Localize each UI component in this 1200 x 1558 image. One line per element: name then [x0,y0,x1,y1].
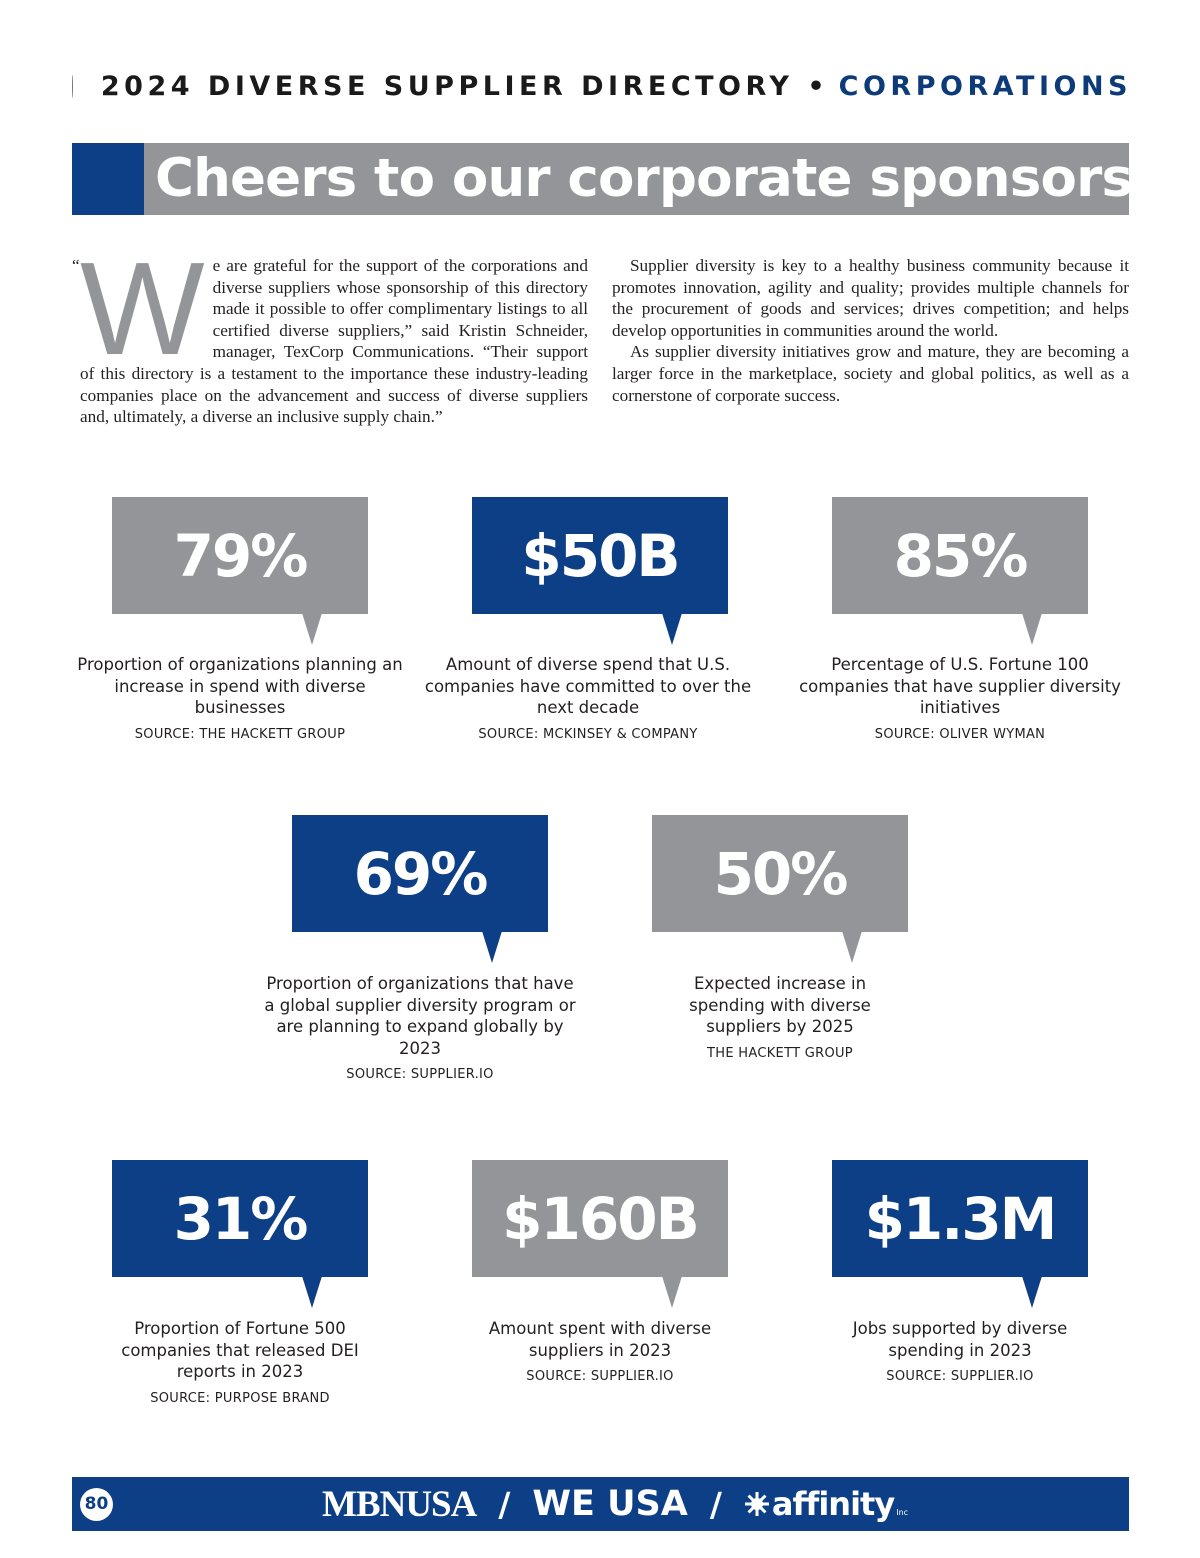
stat-value: 50% [713,839,847,908]
stat-value: 85% [893,521,1027,590]
stat-source: SOURCE: THE HACKETT GROUP [134,726,346,742]
bubble-tail [1022,1276,1042,1308]
stat-description [102,1318,378,1409]
stat-card [112,1160,368,1406]
stat-description [660,973,900,1064]
stat-source: SOURCE: SUPPLIER.IO [346,1067,494,1083]
affinity-star-icon [744,1491,770,1517]
stat-card [472,1160,728,1385]
stat-source: SOURCE: PURPOSE BRAND [150,1390,330,1406]
stat-card [424,497,752,742]
brand-separator: / [709,1484,722,1524]
header-separator: • [807,70,825,102]
bubble-tail [662,1276,682,1308]
stat-bubble [112,497,368,614]
stat-bubble [652,815,908,932]
open-quote-mark: “ [72,256,80,275]
stat-source: SOURCE: SUPPLIER.IO [526,1369,674,1385]
stat-text: Amount of diverse spend that U.S. companies have committed to over the next decade [424,655,752,718]
stat-text: Jobs supported by diverse spending in 2023 [852,1319,1068,1360]
bubble-tail [482,931,502,963]
affinity-logo [744,1485,908,1523]
stat-value: 69% [353,839,487,908]
stat-text: Proportion of organizations planning an increase in spend with diverse businesses [77,655,403,718]
directory-title: 2024 DIVERSE SUPPLIER DIRECTORY [100,70,794,102]
section-name: CORPORATIONS [838,70,1132,102]
stat-bubble [832,497,1088,614]
arrow-circle-icon [72,75,73,98]
stat-bubble [472,1160,728,1277]
bubble-tail [1022,613,1042,645]
we-usa-logo: WE USA [532,1484,688,1524]
intro-paragraph: Supplier diversity is key to a healthy business community because it promotes innovation, agility and quality; provides multiple channels for the procurement of goods and services; drives competition; and helps develop opportunities in communities around the world. [612,256,1129,340]
intro-quote-text: e are grateful for the support of the corporations and diverse suppliers whose sponsorship of this directory made it possible to offer complimentary listings to all certified diverse suppliers,” said Kristin Schneider, manager, TexCorp Communications. “Their support of this directory is a testament to the importance these industry-leading companies place on the advancement and success of diverse suppliers and, ultimately, a diverse an inclusive supply chain.” [80,256,588,427]
stat-description [832,1318,1088,1388]
drop-cap: W [80,235,205,382]
page-header [72,66,1132,106]
stat-card [832,1160,1088,1385]
title-banner [72,143,1133,215]
bubble-tail [302,613,322,645]
stat-text: Proportion of Fortune 500 companies that released DEI reports in 2023 [121,1319,359,1382]
intro-right-column [612,255,1129,406]
stat-bubble [472,497,728,614]
affinity-wordmark: affinity [771,1485,895,1523]
stat-value: 79% [173,521,307,590]
stat-description [792,654,1128,745]
stat-text: Percentage of U.S. Fortune 100 companies that have supplier diversity initiatives [799,655,1121,718]
stat-source: THE HACKETT GROUP [707,1045,853,1061]
stat-text: Expected increase in spending with diverse suppliers by 2025 [689,974,871,1037]
stat-value: $160B [502,1184,698,1253]
brand-separator: / [498,1484,511,1524]
stat-value: 31% [173,1184,307,1253]
bubble-tail [842,931,862,963]
bubble-tail [302,1276,322,1308]
stat-bubble [292,815,548,932]
intro-paragraph: As supplier diversity initiatives grow and mature, they are becoming a larger force in the marketplace, society and global politics, as well as a cornerstone of corporate success. [612,342,1129,405]
stat-description [420,654,756,745]
intro-left-column [72,235,588,428]
affinity-inc-mark: Inc [896,1507,909,1517]
page-title: Cheers to our corporate sponsors [155,148,1133,209]
stat-text: Proportion of organizations that have a global supplier diversity program or are planning to expand globally by 2023 [264,974,576,1058]
stat-description [472,1318,728,1388]
title-accent-block [72,143,144,215]
stat-description [72,654,408,745]
stat-description [262,973,578,1086]
stat-source: SOURCE: OLIVER WYMAN [874,726,1046,742]
stat-card [77,497,403,742]
stat-card [652,815,908,1061]
page-number: 80 [80,1488,113,1521]
stat-text: Amount spent with diverse suppliers in 2023 [488,1319,712,1360]
bubble-tail [662,613,682,645]
stat-source: SOURCE: MCKINSEY & COMPANY [478,726,698,742]
stat-card [799,497,1121,742]
stat-bubble [832,1160,1088,1277]
stat-value: $50B [521,521,679,590]
stat-value: $1.3M [864,1184,1056,1253]
mbnusa-logo: MBNUSA [322,1483,477,1525]
stat-bubble [112,1160,368,1277]
page-footer [72,1477,1129,1531]
stat-source: SOURCE: SUPPLIER.IO [886,1369,1034,1385]
stat-card [264,815,576,1083]
footer-brands [322,1477,908,1531]
